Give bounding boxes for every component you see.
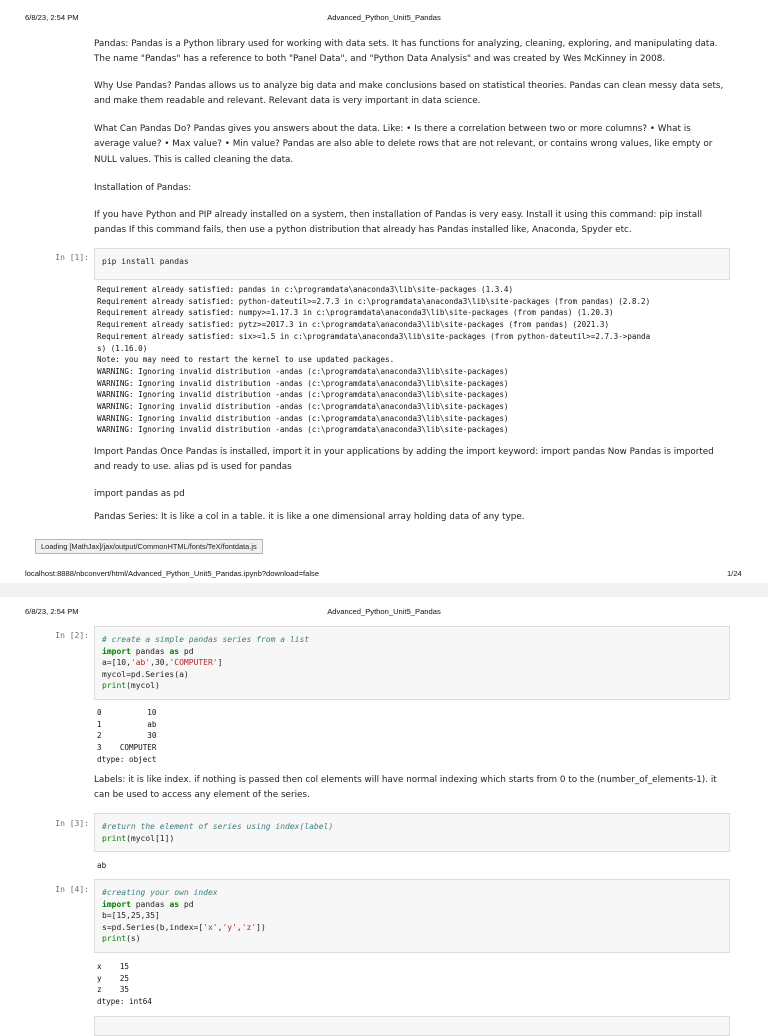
mathjax-loading-status: Loading [MathJax]/jax/output/CommonHTML/fonts/TeX/fontdata.js xyxy=(35,539,263,554)
print-footer-page-number: 1/24 xyxy=(727,569,742,578)
installation-paragraph: If you have Python and PIP already installed on a system, then installation of Pandas is very easy. Install it using this command: pip install pandas If this command fails, then use a python distribution that already has Pandas installed like, Anaconda, Spyder etc. xyxy=(94,210,703,236)
print-header-datetime: 6/8/23, 2:54 PM xyxy=(25,13,79,22)
cell-output: 0 10 1 ab 2 30 3 COMPUTER dtype: object xyxy=(97,708,157,764)
code-input: #creating your own index import pandas as pd b=[15,25,35] s=pd.Series(b,index=['x','y','z']) print(s) xyxy=(102,888,266,944)
cell-output: ab xyxy=(97,861,107,870)
cell-prompt: In [2]: xyxy=(55,631,89,640)
print-header-title: Advanced_Python_Unit5_Pandas xyxy=(327,607,441,616)
installation-heading: Installation of Pandas: xyxy=(94,183,192,193)
intro-paragraph: Pandas: Pandas is a Python library used for working with data sets. It has functions for analyzing, cleaning, exploring, and manipulating data. The name "Pandas" has a reference to both "Panel Data", and "Python Data Analysis" and was created by Wes McKinney in 2008. xyxy=(94,39,718,65)
why-use-pandas-paragraph: Why Use Pandas? Pandas allows us to analyze big data and make conclusions based on statistical theories. Pandas can clean messy data sets, and make them readable and relevant. Relevant data is very important in data science. xyxy=(94,81,724,107)
code-cell[interactable] xyxy=(94,626,730,700)
cell-output: x 15 y 25 z 35 dtype: int64 xyxy=(97,962,152,1007)
pandas-series-paragraph: Pandas Series: It is like a col in a table. it is like a one dimensional array holding data of any type. xyxy=(94,512,525,522)
code-input: pip install pandas xyxy=(102,257,189,266)
code-cell[interactable] xyxy=(94,813,730,852)
print-footer-url: localhost:8888/nbconvert/html/Advanced_Python_Unit5_Pandas.ipynb?download=false xyxy=(25,569,320,578)
cell-output: Requirement already satisfied: pandas in c:\programdata\anaconda3\lib\site-packages (1.3.4) Requirement already satisfied: python-dateutil>=2.7.3 in c:\programdata\anaconda3\lib\site-packages (from pandas) (2.8.2) Requirement already satisfied: numpy>=1.17.3 in c:\programdata\anaconda3\lib\site-packages (from pandas) (1.20.3) Requirement already satisfied: pytz>=2017.3 in c:\programdata\anaconda3\lib\site-packages (from pandas) (2021.3) Requirement already satisfied: six>=1.5 in c:\programdata\anaconda3\lib\site-packages (from python-dateutil>=2.7.3->panda s) (1.16.0) Note: you may need to restart the kernel to use updated packages. WARNING: Ignoring invalid distribution -andas (c:\programdata\anaconda3\lib\site-packages) WARNING: Ignoring invalid distribution -andas (c:\programdata\anaconda3\lib\site-packages) WARNING: Ignoring invalid distribution -andas (c:\programdata\anaconda3\lib\site-packages) WARNING: Ignoring invalid distribution -andas (c:\programdata\anaconda3\lib\site-packages) WARNING: Ignoring invalid distribution -andas (c:\programdata\anaconda3\lib\site-packages) WARNING: Ignoring invalid distribution -andas (c:\programdata\anaconda3\lib\site-packages) xyxy=(97,285,651,435)
import-statement-text: import pandas as pd xyxy=(94,489,185,499)
print-header-datetime: 6/8/23, 2:54 PM xyxy=(25,607,79,616)
import-pandas-paragraph: Import Pandas Once Pandas is installed, import it in your applications by adding the import keyword: import pandas Now Pandas is imported and ready to use. alias pd is used for pandas xyxy=(94,447,714,473)
cell-prompt: In [3]: xyxy=(55,819,89,828)
code-input: # create a simple pandas series from a list import pandas as pd a=[10,'ab',30,'COMPUTER'] mycol=pd.Series(a) print(mycol) xyxy=(102,635,310,691)
page-break xyxy=(0,583,768,597)
code-cell[interactable] xyxy=(94,1016,730,1036)
code-input: #return the element of series using index(label) print(mycol[1]) xyxy=(102,822,334,843)
code-cell[interactable] xyxy=(94,879,730,953)
cell-prompt: In [4]: xyxy=(55,885,89,894)
cell-prompt: In [1]: xyxy=(55,253,89,262)
labels-paragraph: Labels: it is like index. if nothing is passed then col elements will have normal indexing which starts from 0 to the (number_of_elements-1). it can be used to access any element of the series. xyxy=(94,775,717,801)
code-cell[interactable] xyxy=(94,248,730,280)
print-header-title: Advanced_Python_Unit5_Pandas xyxy=(327,13,441,22)
what-can-pandas-do-paragraph: What Can Pandas Do? Pandas gives you answers about the data. Like: • Is there a correlation between two or more columns? • What is average value? • Max value? • Min value? Pandas are also able to delete rows that are not relevant, or contains wrong values, like empty or NULL values. This is called cleaning the data. xyxy=(94,124,713,165)
